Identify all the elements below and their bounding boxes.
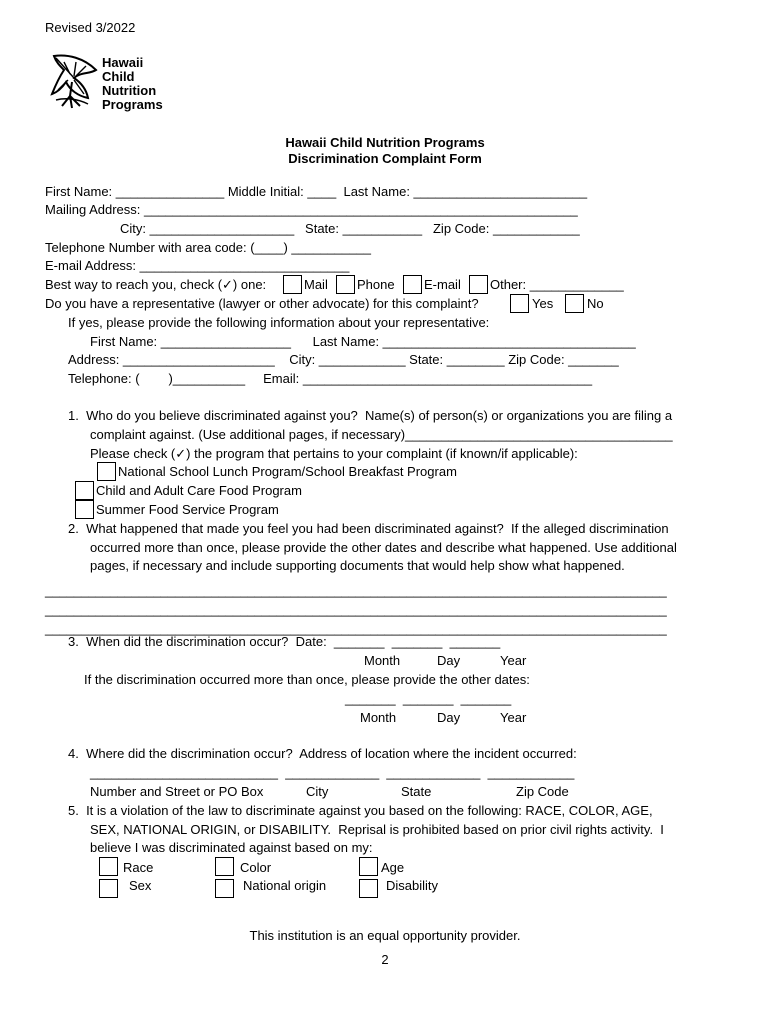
q3-year-label: Year [500, 653, 527, 668]
revised-date: Revised 3/2022 [45, 20, 136, 35]
basis-age-checkbox[interactable] [359, 857, 378, 876]
basis-sex-checkbox[interactable] [99, 879, 118, 898]
city-state-zip-fields[interactable]: City: ____________________ State: ___________ Zip Code: ____________ [120, 221, 580, 236]
reach-email-label: E-mail [424, 277, 461, 292]
q4-city-label: City [306, 784, 329, 799]
logo-text-line-4: Programs [102, 97, 163, 112]
basis-disability-checkbox[interactable] [359, 879, 378, 898]
basis-national-origin-checkbox[interactable] [215, 879, 234, 898]
q3-other-month-label: Month [360, 710, 397, 725]
program-cacfp-checkbox[interactable] [75, 481, 94, 500]
program-sfsp-checkbox[interactable] [75, 500, 94, 519]
representative-no-label: No [587, 296, 604, 311]
program-sfsp-label: Summer Food Service Program [96, 502, 279, 517]
representative-no-checkbox[interactable] [565, 294, 584, 313]
basis-sex-label: Sex [129, 878, 152, 893]
representative-intro: If yes, please provide the following information about your representative: [68, 315, 490, 330]
program-nslp-checkbox[interactable] [97, 462, 116, 481]
q5-text-line-1: 5. It is a violation of the law to discriminate against you based on the following: RACE, COLOR, AGE, [68, 803, 653, 818]
q1-program-prompt: Please check (✓) the program that pertains to your complaint (if known/if applicable): [90, 446, 578, 461]
basis-race-checkbox[interactable] [99, 857, 118, 876]
q1-text-line-2[interactable]: complaint against. (Use additional pages, if necessary)_____________________________________ [90, 427, 673, 442]
q4-state-label: State [401, 784, 432, 799]
q3-other-day-label: Day [437, 710, 461, 725]
representative-phone-email-fields[interactable]: Telephone: ( )__________ Email: ________________________________________ [68, 371, 593, 386]
q3-other-dates-prompt: If the discrimination occurred more than once, please provide the other dates: [84, 672, 530, 687]
q3-day-label: Day [437, 653, 461, 668]
q2-answer-line-1[interactable]: ______________________________________________________________________________________ [45, 583, 667, 598]
logo-text-line-1: Hawaii [102, 55, 144, 70]
q4-street-label: Number and Street or PO Box [90, 784, 264, 799]
program-cacfp-label: Child and Adult Care Food Program [96, 483, 302, 498]
representative-address-fields[interactable]: Address: _____________________ City: ____________ State: ________ Zip Code: _______ [68, 352, 619, 367]
basis-color-checkbox[interactable] [215, 857, 234, 876]
telephone-field[interactable]: Telephone Number with area code: (____) ___________ [45, 240, 371, 255]
basis-color-label: Color [240, 860, 272, 875]
reach-phone-label: Phone [357, 277, 395, 292]
q2-answer-line-3[interactable]: ______________________________________________________________________________________ [45, 621, 667, 636]
q4-zip-label: Zip Code [516, 784, 569, 799]
representative-prompt: Do you have a representative (lawyer or other advocate) for this complaint? [45, 296, 479, 311]
q2-text-line-1: 2. What happened that made you feel you had been discriminated against? If the alleged discrimination [68, 521, 669, 536]
representative-name-fields[interactable]: First Name: __________________ Last Name: ___________________________________ [90, 334, 636, 349]
logo-text-line-2: Child [102, 69, 135, 84]
reach-other-label[interactable]: Other: _____________ [490, 277, 624, 292]
form-title-line-2: Discrimination Complaint Form [288, 151, 482, 166]
reach-phone-checkbox[interactable] [336, 275, 355, 294]
q2-answer-line-2[interactable]: ______________________________________________________________________________________ [45, 602, 667, 617]
basis-national-origin-label: National origin [243, 878, 327, 893]
reach-method-prompt: Best way to reach you, check (✓) one: [45, 277, 267, 292]
basis-disability-label: Disability [386, 878, 439, 893]
q5-text-line-3: believe I was discriminated against based on my: [90, 840, 373, 855]
q4-address-blanks[interactable]: __________________________ _____________ _____________ ____________ [90, 765, 575, 780]
email-field[interactable]: E-mail Address: _____________________________ [45, 258, 350, 273]
q3-month-label: Month [364, 653, 401, 668]
q2-text-line-2: occurred more than once, please provide the other dates and describe what happened. Use additional [90, 540, 677, 555]
complainant-name-fields[interactable]: First Name: _______________ Middle Initial: ____ Last Name: ________________________ [45, 184, 588, 199]
mailing-address-field[interactable]: Mailing Address: ____________________________________________________________ [45, 202, 578, 217]
logo-text-line-3: Nutrition [102, 83, 157, 98]
q1-text-line-1: 1. Who do you believe discriminated against you? Name(s) of person(s) or organizations you are filing a [68, 408, 673, 423]
program-nslp-label: National School Lunch Program/School Breakfast Program [118, 464, 457, 479]
basis-race-label: Race [123, 860, 154, 875]
page-number: 2 [381, 952, 389, 967]
q3-date-line[interactable]: 3. When did the discrimination occur? Date: _______ _______ _______ [68, 634, 501, 649]
reach-mail-checkbox[interactable] [283, 275, 302, 294]
reach-email-checkbox[interactable] [403, 275, 422, 294]
reach-mail-label: Mail [304, 277, 328, 292]
q4-text: 4. Where did the discrimination occur? Address of location where the incident occurred: [68, 746, 577, 761]
form-title-line-1: Hawaii Child Nutrition Programs [285, 135, 485, 150]
representative-yes-checkbox[interactable] [510, 294, 529, 313]
representative-yes-label: Yes [532, 296, 554, 311]
equal-opportunity-statement: This institution is an equal opportunity provider. [249, 928, 521, 943]
q5-text-line-2: SEX, NATIONAL ORIGIN, or DISABILITY. Reprisal is prohibited based on prior civil rights activity. I [90, 822, 664, 837]
q3-other-dates-blanks[interactable]: _______ _______ _______ [345, 691, 512, 706]
q3-other-year-label: Year [500, 710, 527, 725]
reach-other-checkbox[interactable] [469, 275, 488, 294]
basis-age-label: Age [381, 860, 405, 875]
q2-text-line-3: pages, if necessary and include supporting documents that would help show what happened. [90, 558, 625, 573]
taro-leaf-logo-icon [50, 52, 102, 110]
